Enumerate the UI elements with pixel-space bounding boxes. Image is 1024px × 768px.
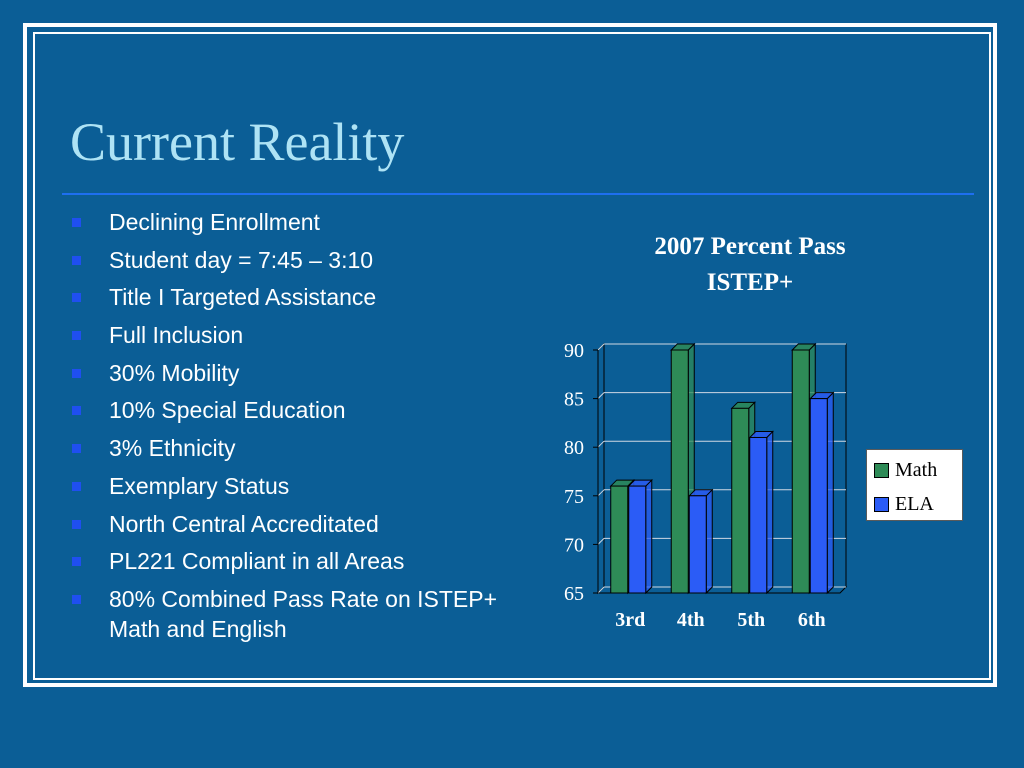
bullet-text: 80% Combined Pass Rate on ISTEP+ Math and English <box>109 585 498 642</box>
bullet-text: PL221 Compliant in all Areas <box>109 548 405 575</box>
bar-ela-4th <box>689 496 706 593</box>
chart-title-line-2: ISTEP+ <box>706 269 794 296</box>
bullet-text: 3% Ethnicity <box>109 435 236 462</box>
y-tick-label: 65 <box>564 583 584 605</box>
bar-math-6th <box>792 350 809 593</box>
bullet-text: Title I Targeted Assistance <box>109 284 377 311</box>
slide-title: Current Reality <box>70 112 405 172</box>
chart-title-line-1: 2007 Percent Pass <box>654 233 846 260</box>
legend-swatch-math <box>874 463 889 478</box>
bullet-text: Declining Enrollment <box>109 209 320 235</box>
bar-side-ela-4th <box>706 490 712 593</box>
legend-label-ela: ELA <box>895 492 934 515</box>
bar-ela-3rd <box>629 486 646 593</box>
gridline-diagonal <box>598 344 604 350</box>
bar-ela-5th <box>750 437 767 593</box>
chart-side-wall <box>598 344 604 593</box>
bullet-text: North Central Accreditated <box>109 510 379 537</box>
x-category-label: 5th <box>737 609 766 631</box>
bullet-text: Exemplary Status <box>109 472 290 499</box>
legend-item-ela <box>874 492 934 516</box>
bullet-text: Full Inclusion <box>109 322 244 349</box>
bar-ela-6th <box>810 399 827 593</box>
x-category-label: 3rd <box>615 609 646 631</box>
bar-side-ela-3rd <box>646 480 652 593</box>
y-tick-label: 80 <box>564 437 584 460</box>
bar-side-ela-5th <box>767 431 773 593</box>
gridline-diagonal <box>598 393 604 399</box>
bullet-text: 10% Special Education <box>109 397 346 424</box>
legend-label-math: Math <box>895 458 938 481</box>
legend-swatch-ela <box>874 497 889 512</box>
bullet-text: Student day = 7:45 – 3:10 <box>109 246 374 273</box>
x-category-label: 4th <box>676 609 705 631</box>
y-tick-label: 75 <box>564 485 584 508</box>
y-tick-label: 70 <box>564 534 584 557</box>
bullet-text: 30% Mobility <box>109 359 240 386</box>
x-category-label: 6th <box>797 609 826 631</box>
legend-item-math <box>874 458 937 482</box>
y-tick-label: 90 <box>564 340 584 362</box>
bar-math-3rd <box>611 486 628 593</box>
y-tick-label: 85 <box>564 388 584 411</box>
gridline-diagonal <box>598 490 604 496</box>
bar-math-5th <box>732 408 749 593</box>
bar-side-ela-6th <box>827 393 833 593</box>
chart-legend <box>866 449 963 521</box>
gridline-diagonal <box>598 538 604 544</box>
gridline-diagonal <box>598 441 604 447</box>
bar-math-4th <box>671 350 688 593</box>
